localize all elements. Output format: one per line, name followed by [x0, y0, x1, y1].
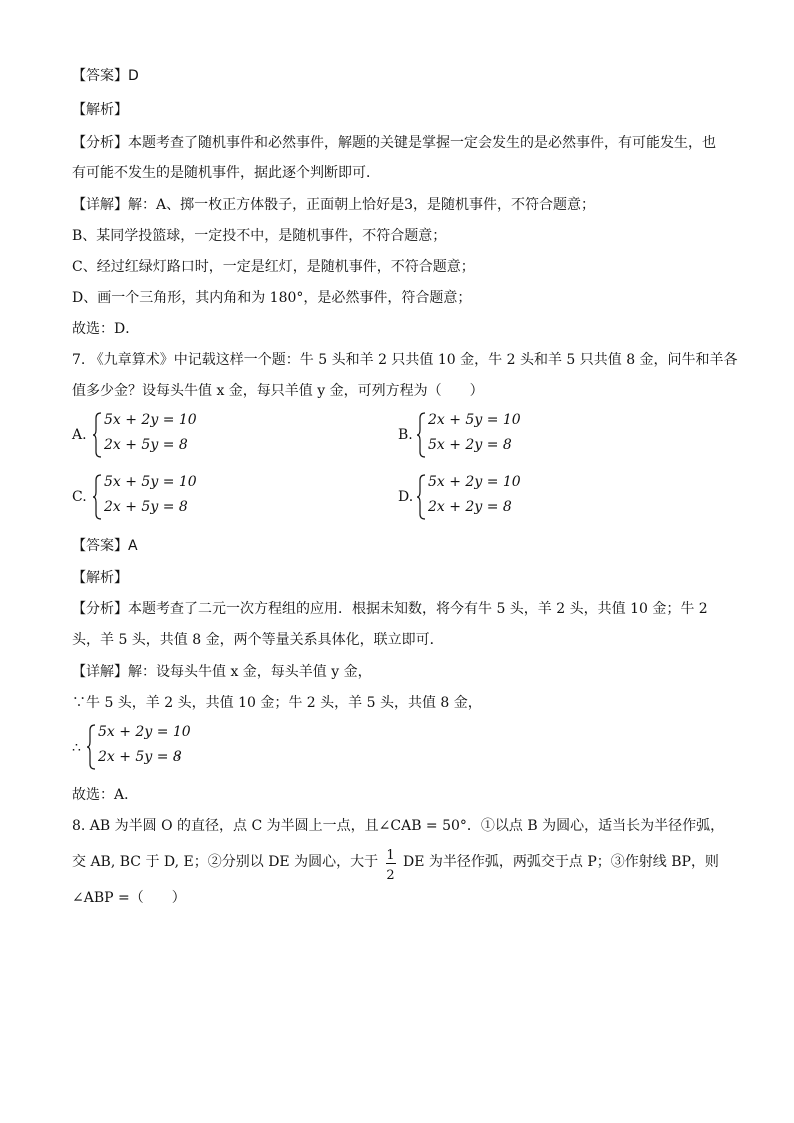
- question-7-text: 7. 《九章算术》中记载这样一个题：牛 5 头和羊 2 只共值 10 金，牛 2 头和羊 5 只共值 8 金，问牛和羊各: [72, 352, 738, 368]
- equation: 5x + 5y = 10: [104, 474, 197, 490]
- detail-text-line: C、经过红绿灯路口时，一定是红灯，是随机事件，不符合题意；: [72, 259, 475, 275]
- option-d-equations: [416, 474, 526, 522]
- equation: 2x + 5y = 10: [428, 412, 521, 428]
- fraction-bar: [386, 863, 396, 864]
- option-c-label: C.: [72, 489, 87, 505]
- equation: 5x + 2y = 10: [104, 412, 197, 428]
- question-8-text-part: DE 为半径作弧，两弧交于点 P；③作射线 BP，则: [403, 854, 719, 870]
- brace-icon: [416, 474, 426, 520]
- equation: 5x + 2y = 10: [428, 474, 521, 490]
- question-8-text: [72, 848, 719, 883]
- fraction-denominator: 2: [386, 868, 395, 883]
- detail-text-line: D、画一个三角形，其内角和为 180°，是必然事件，符合题意；: [72, 290, 472, 306]
- equation: 2x + 5y = 8: [98, 749, 182, 765]
- detail-text-line: ∵牛 5 头，羊 2 头，共值 10 金；牛 2 头，羊 5 头，共值 8 金，: [72, 695, 482, 711]
- analysis-title: 【解析】: [72, 102, 128, 118]
- equation: 5x + 2y = 10: [98, 724, 191, 740]
- equation: 2x + 5y = 8: [104, 499, 188, 515]
- brace-icon: [92, 474, 102, 520]
- analysis-text-line: 有可能不发生的是随机事件，据此逐个判断即可．: [72, 165, 380, 181]
- brace-icon: [92, 412, 102, 458]
- question-8-text: ∠ABP =（ ）: [72, 890, 186, 906]
- therefore-symbol: ∴: [72, 740, 81, 756]
- fraction-one-half: [383, 848, 399, 883]
- option-a-label: A.: [72, 427, 87, 443]
- brace-icon: [416, 412, 426, 458]
- answer-label: 【答案】A: [72, 538, 138, 554]
- fraction-numerator: 1: [386, 848, 395, 863]
- detail-text-line: 【详解】解：A、掷一枚正方体骰子，正面朝上恰好是3，是随机事件，不符合题意；: [72, 197, 596, 213]
- choice-line: 故选：A．: [72, 787, 139, 803]
- analysis-title: 【解析】: [72, 570, 128, 586]
- brace-icon: [86, 724, 96, 770]
- question-8-text-part: 交 AB, BC 于 D, E；②分别以 DE 为圆心，大于: [72, 854, 379, 870]
- answer-label: 【答案】D: [72, 68, 139, 84]
- detail-text-line: 【详解】解：设每头牛值 x 金，每头羊值 y 金，: [72, 664, 372, 680]
- option-d-label: D.: [398, 489, 414, 505]
- equation: 2x + 2y = 8: [428, 499, 512, 515]
- question-7-text: 值多少金？设每头牛值 x 金，每只羊值 y 金，可列方程为（ ）: [72, 383, 484, 399]
- analysis-text-line: 头，羊 5 头，共值 8 金，两个等量关系具体化，联立即可．: [72, 632, 444, 648]
- comma: ，: [176, 744, 190, 760]
- option-b-label: B.: [398, 427, 413, 443]
- equation: 5x + 2y = 8: [428, 437, 512, 453]
- option-a-equations: [92, 412, 202, 460]
- choice-line: 故选：D．: [72, 321, 140, 337]
- analysis-text-line: 【分析】本题考查了二元一次方程组的应用．根据未知数，将今有牛 5 头，羊 2 头，共值 10 金；牛 2: [72, 601, 708, 617]
- equation: 2x + 5y = 8: [104, 437, 188, 453]
- option-b-equations: [416, 412, 526, 460]
- detail-text-line: B、某同学投篮球，一定投不中，是随机事件，不符合题意；: [72, 228, 447, 244]
- question-8-text: 8. AB 为半圆 O 的直径，点 C 为半圆上一点，且∠CAB = 50°．①以点 B 为圆心，适当长为半径作弧，: [72, 818, 725, 834]
- option-c-equations: [92, 474, 202, 522]
- analysis-text-line: 【分析】本题考查了随机事件和必然事件，解题的关键是掌握一定会发生的是必然事件，有可能发生，也: [72, 135, 716, 151]
